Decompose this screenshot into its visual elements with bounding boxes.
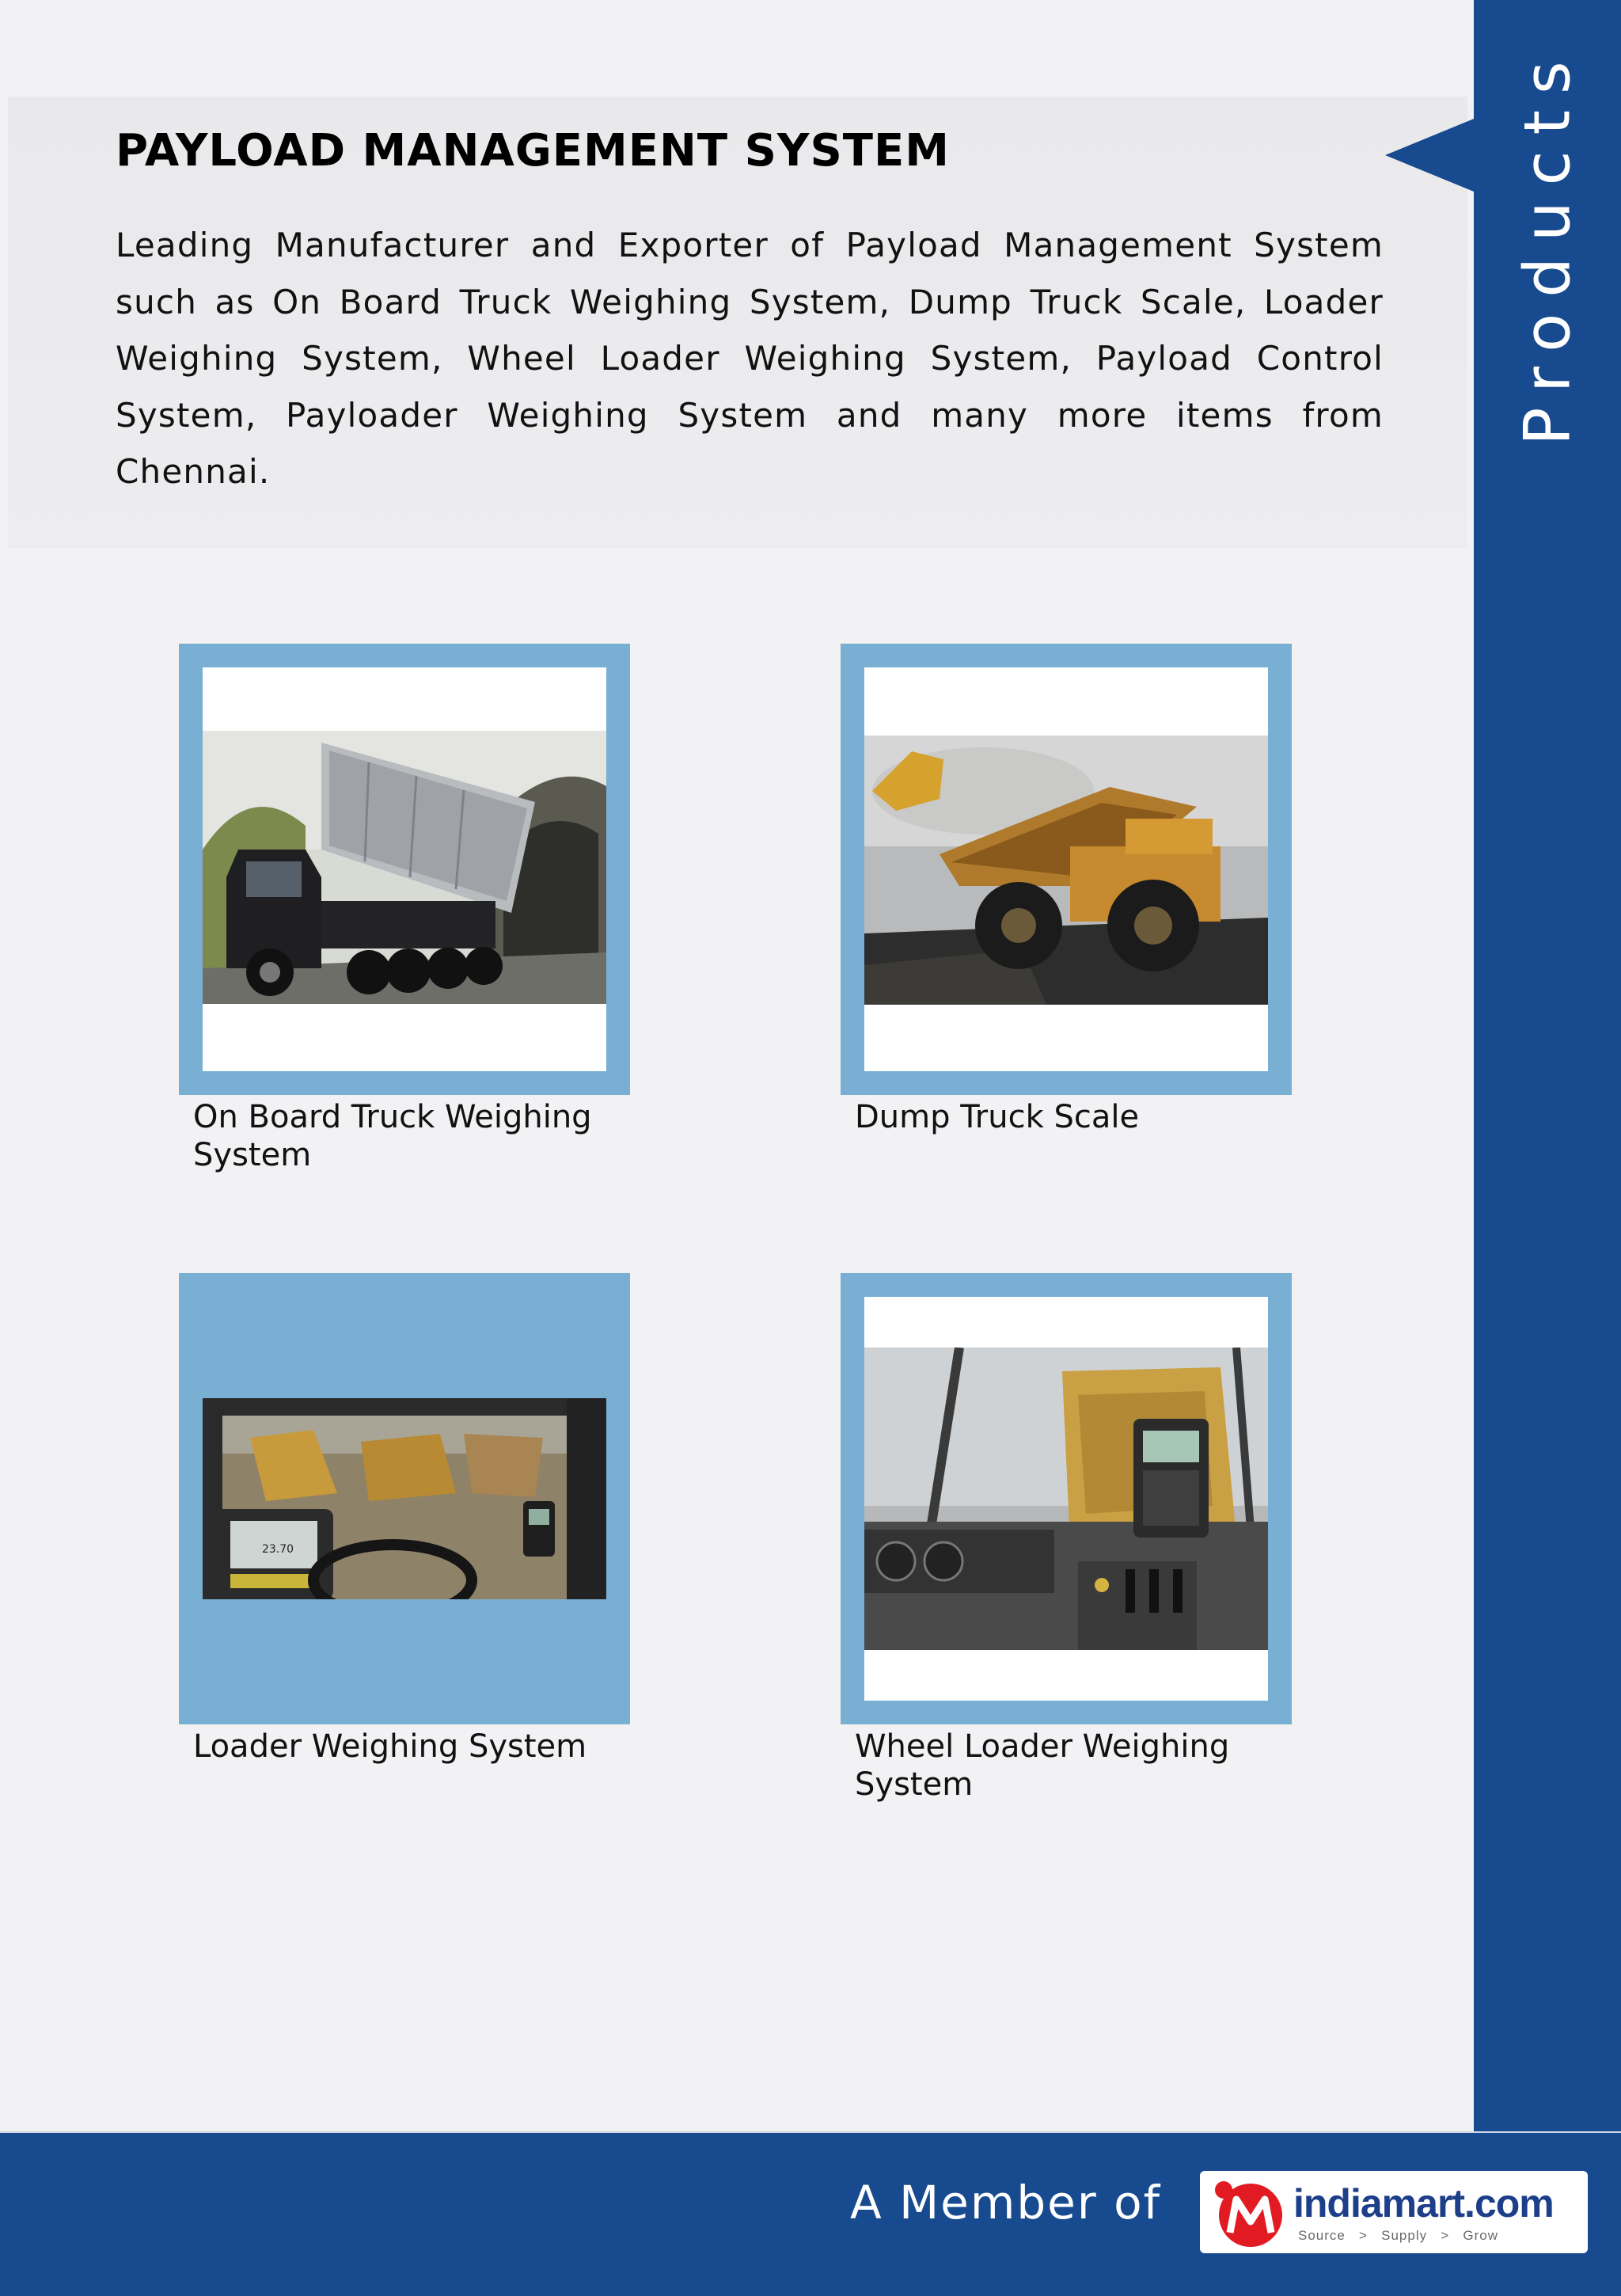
indiamart-m-icon bbox=[1209, 2176, 1289, 2248]
product-card-wheel-loader-weighing[interactable] bbox=[841, 1273, 1292, 1804]
product-image-background bbox=[864, 1297, 1268, 1701]
product-image-frame bbox=[179, 1273, 630, 1724]
product-name[interactable]: Dump Truck Scale bbox=[855, 1099, 1140, 1135]
product-image-frame bbox=[841, 1273, 1292, 1724]
product-card-loader-weighing[interactable] bbox=[179, 1273, 630, 1766]
logo-tagline: Source > Supply > Grow bbox=[1298, 2228, 1498, 2243]
loader-cab-photo bbox=[203, 1398, 606, 1599]
truck-photo bbox=[203, 731, 606, 1004]
product-image-background bbox=[864, 667, 1268, 1071]
indiamart-logo[interactable] bbox=[1200, 2171, 1588, 2253]
product-name[interactable]: Loader Weighing System bbox=[193, 1728, 587, 1765]
logo-wordmark: indiamart.com bbox=[1293, 2181, 1554, 2226]
product-name[interactable]: Wheel Loader Weighing System bbox=[855, 1728, 1230, 1803]
wheel-loader-cab-photo bbox=[864, 1348, 1268, 1650]
dump-truck-photo bbox=[864, 736, 1268, 1005]
product-card-on-board-truck[interactable] bbox=[179, 644, 630, 1174]
product-image-frame bbox=[179, 644, 630, 1095]
product-name[interactable]: On Board Truck Weighing System bbox=[193, 1099, 592, 1173]
page-title: PAYLOAD MANAGEMENT SYSTEM bbox=[116, 125, 950, 177]
product-image-background bbox=[203, 667, 606, 1071]
product-image-frame bbox=[841, 644, 1292, 1095]
product-image-background bbox=[203, 1297, 606, 1701]
sidebar-label: Products bbox=[1510, 45, 1585, 446]
sidebar-pointer-arrow bbox=[1385, 119, 1474, 192]
product-card-dump-truck-scale[interactable] bbox=[841, 644, 1292, 1136]
svg-text:23.70: 23.70 bbox=[261, 1543, 294, 1556]
company-description: Leading Manufacturer and Exporter of Payload Management System such as On Board Truck Weighing System, Dump Truck Scale, Loader Weighing System, Wheel Loader Weighing System, Payload Control System, Payloader Weighing System and many more items from Chennai. bbox=[116, 226, 1384, 491]
member-text: A Member of bbox=[850, 2176, 1162, 2229]
